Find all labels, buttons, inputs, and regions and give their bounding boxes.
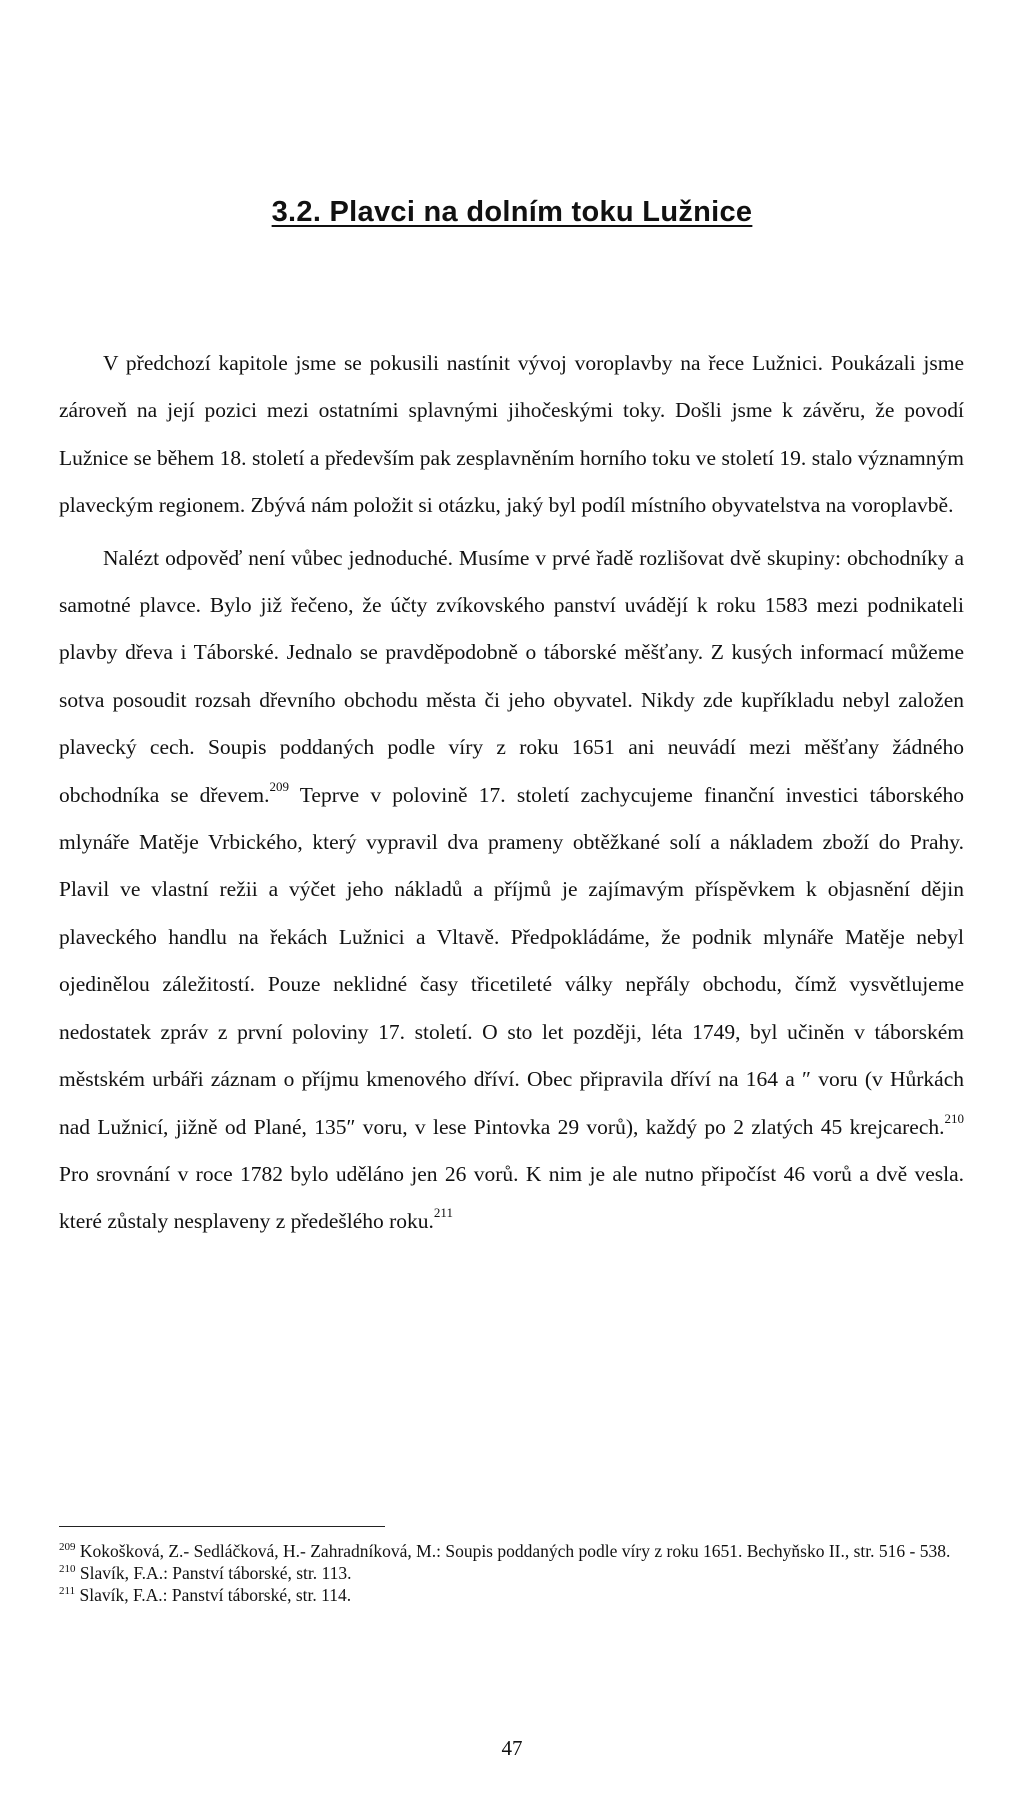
footnotes <box>59 1540 964 1607</box>
footnote-number: 209 <box>59 1540 76 1553</box>
footnote <box>59 1540 964 1562</box>
body-text <box>59 340 964 1246</box>
paragraph-text: Teprve v polovině 17. století zachycujeme finanční investici táborského mlynáře Matěje Vrbického, který vypravil dva prameny obtěžkané solí a nákladem zboží do Prahy. Plavil ve vlastní režii a výčet jeho nákladů a příjmů je zajímavým příspěvkem k objasnění dějin plaveckého handlu na řekách Lužnici a Vltavě. Předpokládáme, že podnik mlynáře Matěje nebyl ojedinělou záležitostí. Pouze neklidné časy třicetileté války nepřály obchodu, čímž vysvětlujeme nedostatek zpráv z první poloviny 17. století. O sto let později, léta 1749, byl učiněn v táborském městském urbáři záznam o příjmu kmenového dříví. Obec připravila dříví na 164 a ″ voru (v Hůrkách nad Lužnicí, jižně od Plané, 135″ voru, v lese Pintovka 29 vorů), každý po 2 zlatých 45 krejcarech. <box>59 782 965 1139</box>
paragraph <box>59 340 964 530</box>
footnote-divider <box>59 1526 385 1527</box>
paragraph <box>59 535 964 1246</box>
paragraph-text: Nalézt odpověď není vůbec jednoduché. Musíme v prvé řadě rozlišovat dvě skupiny: obchodníky a samotné plavce. Bylo již řečeno, že účty zvíkovského panství uvádějí k roku 1583 mezi podnikateli plavby dřeva i Táborské. Jednalo se pravděpodobně o táborské měšťany. Z kusých informací můžeme sotva posoudit rozsah dřevního obchodu města či jeho obyvatel. Nikdy zde kupříkladu nebyl založen plavecký cech. Soupis poddaných podle víry z roku 1651 ani neuvádí mezi měšťany žádného obchodníka se dřevem. <box>59 545 964 807</box>
footnote-reference: 209 <box>269 778 289 794</box>
footnote-text: Slavík, F.A.: Panství táborské, str. 113. <box>75 1563 352 1584</box>
page-number: 47 <box>501 1736 523 1760</box>
footnote-number: 211 <box>59 1585 76 1598</box>
footnote-text: Slavík, F.A.: Panství táborské, str. 114. <box>75 1585 352 1606</box>
footnote-reference: 211 <box>433 1205 453 1221</box>
footnote-text: Kokošková, Z.- Sedláčková, H.- Zahradníková, M.: Soupis poddaných podle víry z roku 1651. Bechyňsko II., str. 516 - 538. <box>75 1541 951 1561</box>
paragraph-text: V předchozí kapitole jsme se pokusili nastínit vývoj voroplavby na řece Lužnici. Poukázali jsme zároveň na její pozici mezi ostatními splavnými jihočeskými toky. Došli jsme k závěru, že povodí Lužnice se během 18. století a především pak zesplavněním horního toku ve století 19. stalo významným plaveckým regionem. Zbývá nám položit si otázku, jaký byl podíl místního obyvatelstva na voroplavbě. <box>59 351 964 518</box>
footnote-reference: 210 <box>944 1110 964 1126</box>
footnote <box>59 1562 964 1584</box>
footnote <box>59 1584 964 1606</box>
paragraph-text: Pro srovnání v roce 1782 bylo uděláno jen 26 vorů. K nim je ale nutno připočíst 46 vorů a dvě vesla. které zůstaly nesplaveny z předešlého roku. <box>59 1161 964 1234</box>
section-heading: 3.2. Plavci na dolním toku Lužnice <box>271 196 753 228</box>
footnote-number: 210 <box>59 1563 76 1576</box>
